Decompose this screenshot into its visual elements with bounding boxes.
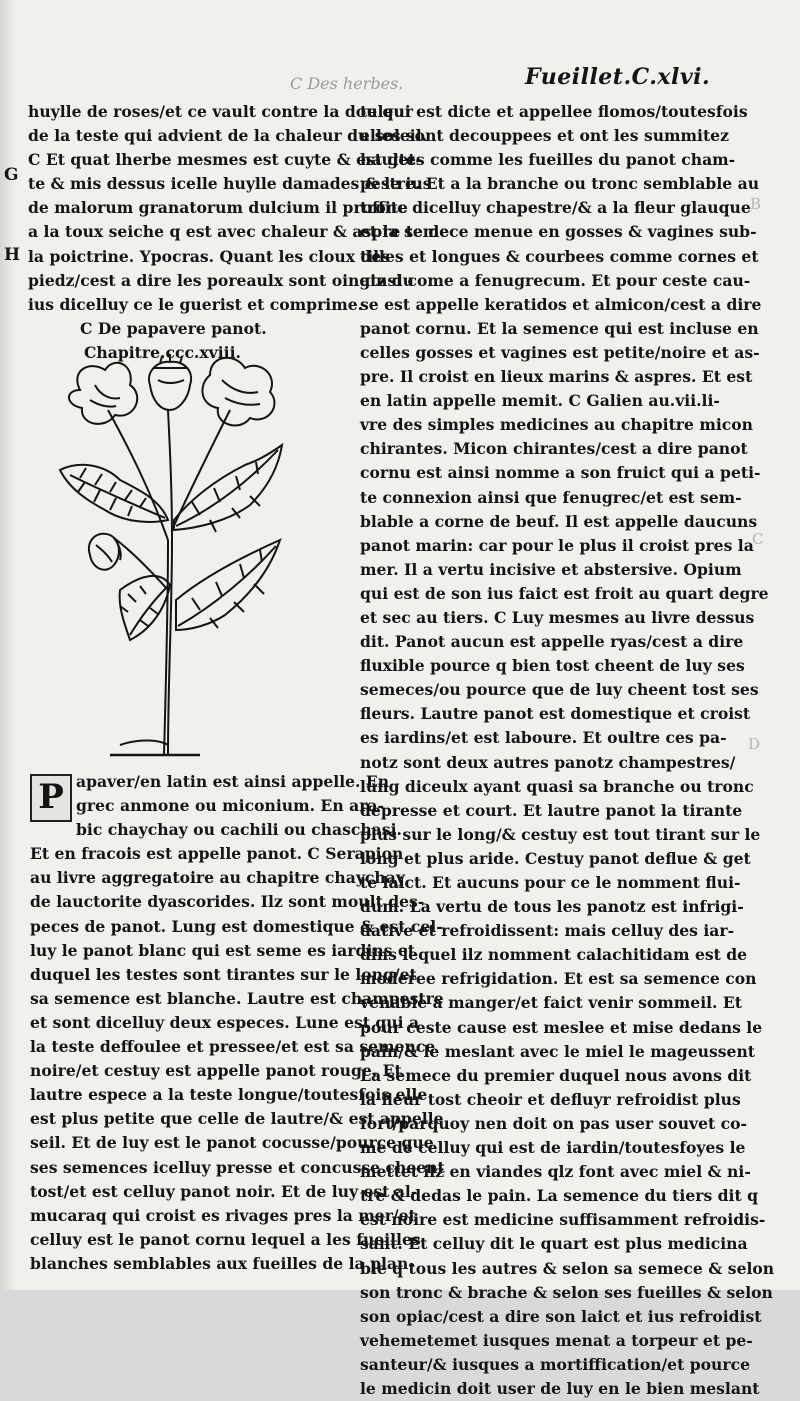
text-line: plus sur le long/& cestuy est tout tirant sur le <box>360 824 761 844</box>
running-head-folio: Fueillet.C.xlvi. <box>525 64 711 90</box>
text-line: grec anmone ou miconium. En ara- <box>76 796 384 816</box>
text-line: et sec au tiers. C Luy mesmes au livre dessus <box>360 607 755 627</box>
margin-ghost-letter-b: B <box>750 195 762 213</box>
text-line: mucaraq qui croist es rivages pres la mer/et <box>30 1205 416 1225</box>
text-line: pain/& le meslant avec le miel le mageussent <box>360 1041 755 1061</box>
text-line: mettet ilz en viandes qlz font avec miel & ni- <box>360 1162 751 1182</box>
text-line: fluxible pource q bien tost cheent de luy ses <box>360 656 745 676</box>
text-line: sant. Et celluy dit le quart est plus medicina <box>360 1234 748 1254</box>
text-line: luy le panot blanc qui est seme es iardins et <box>30 940 415 960</box>
text-line: blable a corne de beuf. Il est appelle daucuns <box>360 511 758 531</box>
text-line: est plus petite que celle de lautre/& est appelle <box>30 1109 444 1129</box>
text-line: a la toux seiche q est avec chaleur & aspre te de <box>28 222 450 242</box>
text-line: depresse et court. Et lautre panot la tirante <box>360 800 743 820</box>
text-line: ainsi come a fenugrecum. Et pour ceste cau- <box>360 270 751 290</box>
text-line: mer. Il a vertu incisive et abstersive. Opium <box>360 559 742 579</box>
text-line: panot cornu. Et la semence qui est incluse en <box>360 318 759 338</box>
text-line: te qui est dicte et appellee flomos/toutesfois <box>360 102 748 121</box>
text-line: son tronc & brache & selon ses fueilles & selon <box>360 1282 773 1302</box>
text-line: haultes comme les fueilles du panot cham- <box>360 150 736 170</box>
text-line: dit. Panot aucun est appelle ryas/cest a dire <box>360 632 744 652</box>
text-line: se est appelle keratidos et almicon/cest a dire <box>360 294 762 314</box>
text-line: la fleur tost cheoir et defluyr refroidist plus <box>360 1089 741 1109</box>
text-line: elles sont decouppees et ont les summitez <box>360 126 729 146</box>
text-line: tre & dedas le pain. La semence du tiers dit q <box>360 1186 759 1206</box>
decorated-initial: P <box>30 774 72 822</box>
text-line: le medicin doit user de luy en le bien meslant <box>360 1378 760 1398</box>
text-line: duquel les testes sont tirantes sur le long/et <box>30 964 417 984</box>
text-line: vre des simples medicines au chapitre micon <box>360 415 754 435</box>
text-line: peces de panot. Lung est domestique & est cel- <box>30 916 443 936</box>
text-line: noire/et cestuy est appelle panot rouge. Et <box>30 1061 402 1081</box>
text-line: sa semence est blanche. Lautre est champestre <box>30 988 444 1008</box>
margin-letter-g: G <box>4 165 19 185</box>
text-line: semeces/ou pource que de luy cheent tost ses <box>360 680 759 700</box>
text-line: lautre espece a la teste longue/toutesfois elle <box>30 1085 428 1105</box>
text-line: tost/et est celluy panot noir. Et de luy est al- <box>30 1181 418 1201</box>
text-line: panot marin: car pour le plus il croist pres la <box>360 535 754 555</box>
text-line: ble q tous les autres & selon sa semece & selon <box>360 1258 775 1278</box>
text-line: cornu est ainsi nomme a son fruict qui a peti- <box>360 463 761 483</box>
text-line: celluy est le panot cornu lequel a les fueilles <box>30 1229 421 1249</box>
margin-ghost-letter-d: D <box>748 735 761 753</box>
text-line: dins lequel ilz nomment calachitidam est de <box>360 945 748 965</box>
left-column-bottom <box>30 770 445 1276</box>
text-line: te & mis dessus icelle huylle damades & le ius <box>28 174 432 194</box>
text-line: et la semece menue en gosses & vagines sub- <box>360 222 757 242</box>
text-line: de la teste qui advient de la chaleur du soleil. <box>28 126 428 146</box>
text-line: tilles et longues & courbees comme cornes et <box>360 246 759 266</box>
right-column <box>360 100 775 1401</box>
text-line: la teste deffoulee et pressee/et est sa semence <box>30 1037 436 1057</box>
text-line: venable a manger/et faict venir sommeil. Et <box>360 993 743 1013</box>
left-column-top <box>28 100 450 365</box>
text-line: blanches semblables aux fueilles de la plan- <box>30 1253 415 1273</box>
text-line: es iardins/et est laboure. Et oultre ces pa- <box>360 728 727 748</box>
text-line: fort/parquoy nen doit on pas user souvet co- <box>360 1113 748 1133</box>
text-line: est noire est medicine suffisamment refroidis- <box>360 1210 766 1230</box>
text-line: piedz/cest a dire les poreaulx sont oingtz du <box>28 270 414 290</box>
text-line: fleurs. Lautre panot est domestique et croist <box>360 704 751 724</box>
text-line: santeur/& iusques a mortiffication/et pource <box>360 1354 750 1374</box>
text-line: dum. La vertu de tous les panotz est infrigi- <box>360 897 744 917</box>
text-line: C Et quat lherbe mesmes est cuyte & est get- <box>28 150 422 170</box>
text-line: son opiac/cest a dire son laict et ius refroidist <box>360 1306 762 1326</box>
text-line: pestre. Et a la branche ou tronc semblable au <box>360 174 760 194</box>
text-line: huylle de roses/et ce vault contre la douleur <box>28 102 413 121</box>
text-line: celles gosses et vagines est petite/noire et as- <box>360 342 760 362</box>
text-line: dative et refroidissent: mais celluy des iar- <box>360 921 735 941</box>
text-line: vehemetemet iusques menat a torpeur et pe- <box>360 1330 753 1350</box>
text-line: pour ceste cause est meslee et mise dedans le <box>360 1017 763 1037</box>
chapter-number: Chapitre.ccc.xviii. <box>84 342 241 362</box>
running-head-left: C Des herbes. <box>290 74 404 93</box>
margin-letter-h: H <box>4 245 21 265</box>
text-line: de lauctorite dyascorides. Ilz sont moult des- <box>30 892 425 912</box>
text-line: au livre aggregatoire au chapitre chaychay <box>30 868 405 888</box>
text-line: pre. Il croist en lieux marins & aspres. Et est <box>360 367 753 387</box>
chapter-title: C De papavere panot. <box>80 318 267 338</box>
text-line: seil. Et de luy est le panot cocusse/pource que <box>30 1133 434 1153</box>
text-line: lung diceulx ayant quasi sa branche ou tronc <box>360 776 754 796</box>
text-line: apaver/en latin est ainsi appelle. En <box>76 772 390 791</box>
page-gutter-shadow <box>0 0 16 1290</box>
text-line: et sont dicelluy deux especes. Lune est qui a <box>30 1012 420 1032</box>
text-line: notz sont deux autres panotz champestres/ <box>360 752 736 772</box>
text-line: en latin appelle memit. C Galien au.vii.li- <box>360 391 720 411</box>
text-line: qui est de son ius faict est froit au quart degre <box>360 583 769 603</box>
text-line: La semece du premier duquel nous avons dit <box>360 1065 752 1085</box>
text-line: te laict. Et aucuns pour ce le nomment flui- <box>360 873 741 892</box>
text-line: Et en fracois est appelle panot. C Serapion <box>30 844 404 864</box>
text-line: tronc dicelluy chapestre/& a la fleur glauque <box>360 198 751 218</box>
poppy-woodcut-illustration <box>50 350 300 760</box>
text-line: te connexion ainsi que fenugrec/et est sem- <box>360 487 742 507</box>
text-line: ius dicelluy ce le guerist et comprime. <box>28 294 364 314</box>
text-line: de malorum granatorum dulcium il proffite <box>28 198 408 218</box>
text-line: la poictrine. Ypocras. Quant les cloux des <box>28 246 391 266</box>
margin-ghost-letter-c: C <box>752 530 764 548</box>
text-line: bic chaychay ou cachili ou chaschasi. <box>76 820 402 840</box>
text-line: chirantes. Micon chirantes/cest a dire panot <box>360 439 748 459</box>
text-line: long et plus aride. Cestuy panot deflue & get <box>360 848 751 868</box>
text-line: me de celluy qui est de iardin/toutesfoyes le <box>360 1138 746 1158</box>
text-line: moderee refrigidation. Et est sa semence con <box>360 969 757 989</box>
text-line: ses semences icelluy presse et concusse cheent <box>30 1157 445 1177</box>
